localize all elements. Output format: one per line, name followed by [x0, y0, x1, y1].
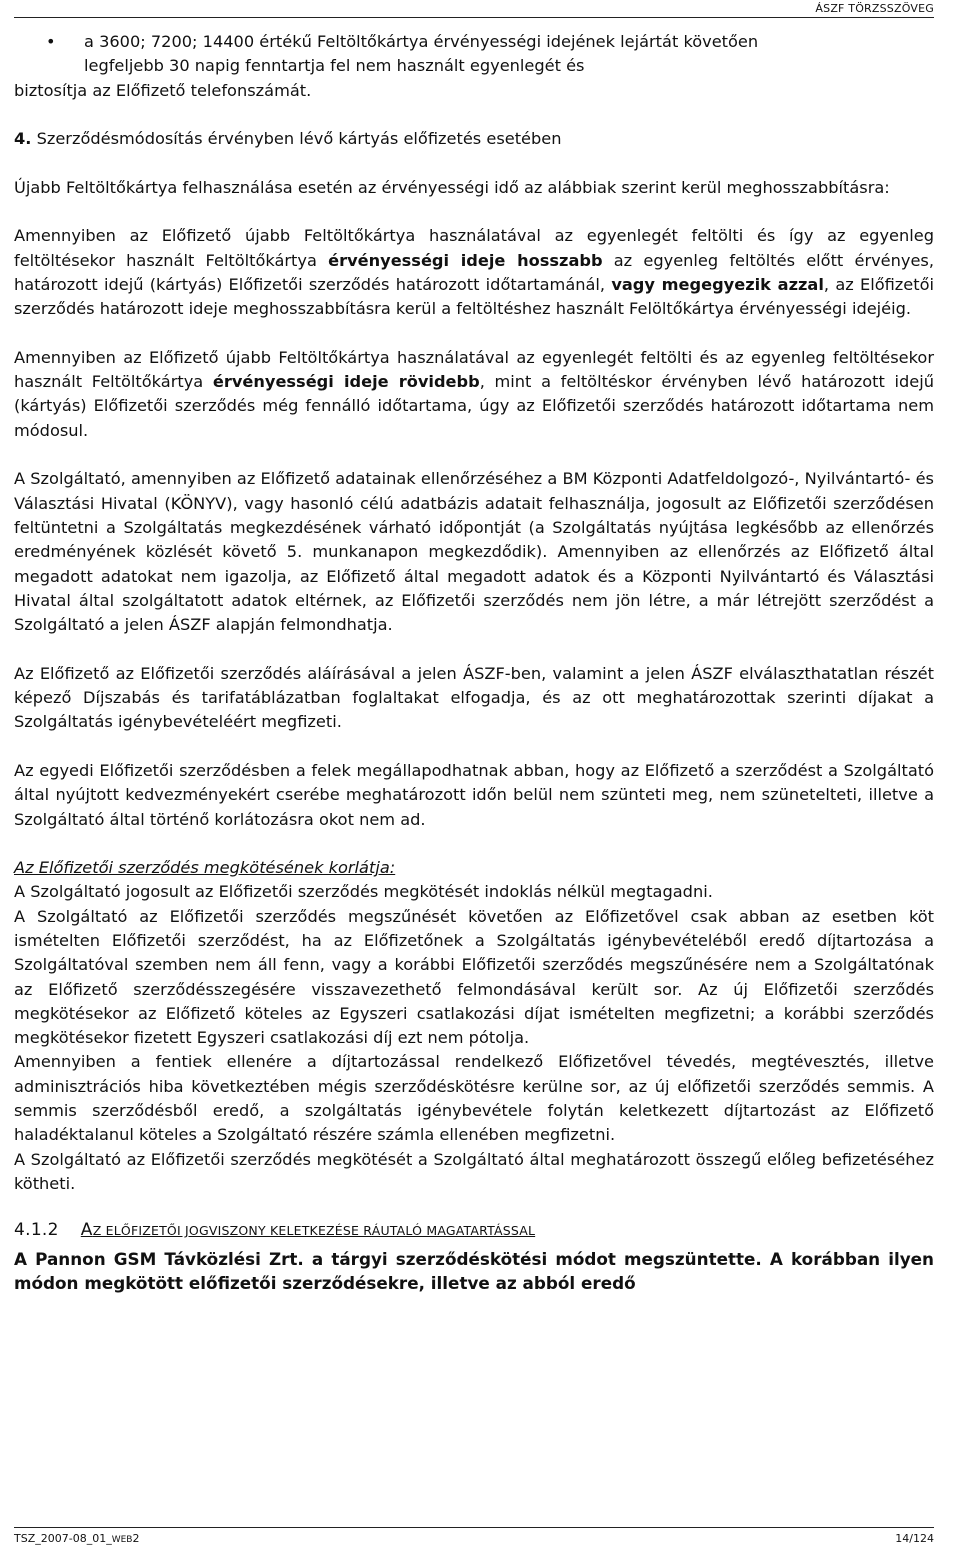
- subsection-title: [81, 1220, 535, 1240]
- paragraph-intro: Újabb Feltöltőkártya felhasználása esetén az érvényességi idő az alábbiak szerint kerül meghosszabbításra:: [14, 177, 890, 197]
- page-footer: [14, 1527, 934, 1548]
- paragraph-limit-3: Amennyiben a fentiek ellenére a díjtartozással rendelkező Előfizetővel tévedés, megtévesztés, illetve adminisztrációs hiba következtében mégis szerződéskötésre kerülne sor, az új előfizetői szerződés semmis. A semmis szerződésből eredő, a szolgáltatás igénybevétele folytán keletkezett díjtartozást az Előfizető haladéktalanul köteles a Szolgáltató részére számla ellenében megfizetni.: [14, 1052, 934, 1145]
- section-number: 4.: [14, 129, 32, 149]
- paragraph-limit-4: A Szolgáltató az Előfizetői szerződés megkötését a Szolgáltató által meghatározott összegű előleg befizetéséhez kötheti.: [14, 1149, 934, 1193]
- paragraph-longer-validity: [14, 224, 934, 321]
- paragraph-bm-check: A Szolgáltató, amennyiben az Előfizető adatainak ellenőrzéséhez a BM Központi Adatfeldolgozó-, Nyilvántartó- és Választási Hivatal (KÖNYV), vagy hasonló célú adatbázis adatait felhasználja, jogosult az Előfizetői szerződésen feltüntetni a Szolgáltatás megkezdésének várható időpontját (a Szolgáltatás nyújtása legkésőbb az ellenőrzés eredményének közlését követő 5. munkanapon megkezdődik). Amennyiben az ellenőrzés az Előfizető által megadott adatokat nem igazolja, az Előfizető által megadott adatok és a Központi Nyilvántartó és Választási Hivatal által szolgáltatott adatok eltérnek, az Előfizetői szerződés nem jön létre, a már létrejött szerződést a Szolgáltató a jelen ÁSZF alapján felmondhatja.: [14, 469, 934, 635]
- paragraph-limit-2: A Szolgáltató az Előfizetői szerződés megszűnését követően az Előfizetővel csak abban az esetben köt ismételten Előfizetői szerződést, ha az Előfizetőnek a Szolgáltatás igénybevételéből eredő díjtartozása a Szolgáltatóval szemben nem áll fenn, vagy a korábbi Előfizetői szerződés megszűnésére nem a Szolgáltatónak az Előfizető szerződésszegésére visszavezethető felmondásával került sor. Az új Előfizetői szerződés megkötésekor az Előfizető köteles az Egyszeri csatlakozási díjat ismételten megfizetni; a korábbi szerződés megkötésekor fizetett Egyszeri csatlakozási díj ezt nem pótolja.: [14, 906, 934, 1048]
- bullet-icon: •: [46, 32, 56, 51]
- text-run: Amennyiben az Előfizető újabb Feltöltőkártya használatával az egyenlegét feltölti és így az egyenleg feltöltésekor használt Feltöltőkártya: [14, 226, 934, 270]
- subsection-number: 4.1.2: [14, 1220, 59, 1241]
- section-heading: [14, 127, 934, 151]
- paragraph-shorter-validity: [14, 346, 934, 443]
- limit-heading: Az Előfizetői szerződés megkötésének korlátja:: [14, 858, 396, 878]
- paragraph-signature: Az Előfizető az Előfizetői szerződés aláírásával a jelen ÁSZF-ben, valamint a jelen ÁSZF elválaszthatatlan részét képező Díjszabás és tarifatáblázatban foglaltakat elfogadja, és az ott meghatározottak szerinti díjakat a Szolgáltatás igénybevételéért megfizeti.: [14, 663, 934, 732]
- bullet-line-3: biztosítja az Előfizető telefonszámát.: [14, 80, 312, 100]
- doc-id-small: WEB: [111, 1535, 133, 1545]
- text-run: az egyenleg feltöltés előtt érvényes, határozott idejű (kártyás) Előfizetői szerződés határozott időtartamánál,: [14, 250, 935, 294]
- paragraph-pannon: A Pannon GSM Távközlési Zrt. a tárgyi szerződéskötési módot megszüntette. A korábban ilyen módon megkötött előfizetői szerződésekre, illetve az abból eredő: [14, 1248, 934, 1293]
- emphasis-shorter: érvényességi ideje rövidebb: [212, 372, 480, 392]
- bullet-item: [14, 30, 934, 103]
- emphasis-longer: érvényességi ideje hosszabb: [328, 250, 603, 270]
- bullet-line-1: a 3600; 7200; 14400 értékű Feltöltőkártya érvényességi idejének lejártát követően: [84, 32, 759, 51]
- doc-id-end: 2: [132, 1532, 140, 1545]
- bullet-line-2: legfeljebb 30 napig fenntartja fel nem használt egyenlegét és: [84, 56, 585, 76]
- text-run: Amennyiben az Előfizető újabb Feltöltőkártya használatával az egyenlegét feltölti és az egyenleg feltöltésekor használt Feltöltőkártya: [14, 347, 934, 392]
- title-cap: A: [80, 1220, 93, 1241]
- title-smallcaps: Z ELŐFIZETŐI JOGVISZONY KELETKEZÉSE RÁUTALÓ MAGATARTÁSSAL: [92, 1223, 536, 1239]
- document-body: [14, 30, 934, 1295]
- text-run: , mint a feltöltéskor érvényben lévő határozott idejű (kártyás) Előfizetői szerződés még fennálló időtartama, úgy az Előfizetői szerződés határozott időtartama nem módosul.: [14, 372, 934, 440]
- doc-id-main: TSZ_2007-08_01_: [14, 1532, 112, 1545]
- paragraph-individual-contract: Az egyedi Előfizetői szerződésben a felek megállapodhatnak abban, hogy az Előfizető a szerződést a Szolgáltató által nyújtott kedvezményekért cserébe meghatározott időn belül nem szünteti meg, nem szünetelteti, illetve a Szolgáltató által történő korlátozásra okot nem ad.: [14, 760, 934, 829]
- header-title: ÁSZF TÖRZSSZÖVEG: [815, 2, 934, 15]
- running-header: [14, 0, 934, 18]
- text-run: , az Előfizetői szerződés határozott ideje meghosszabbításra kerül a feltöltéshez használt Felöltőkártya érvényességi idejéig.: [14, 274, 935, 319]
- footer-doc-id: [14, 1529, 139, 1550]
- subsection-heading: [14, 1218, 934, 1243]
- section-title: Szerződésmódosítás érvényben lévő kártyás előfizetés esetében: [31, 129, 562, 149]
- page-number: 14/124: [895, 1532, 934, 1545]
- paragraph-limit-1: A Szolgáltató jogosult az Előfizetői szerződés megkötését indoklás nélkül megtagadni.: [14, 882, 713, 902]
- emphasis-equal: vagy megegyezik azzal: [611, 274, 824, 294]
